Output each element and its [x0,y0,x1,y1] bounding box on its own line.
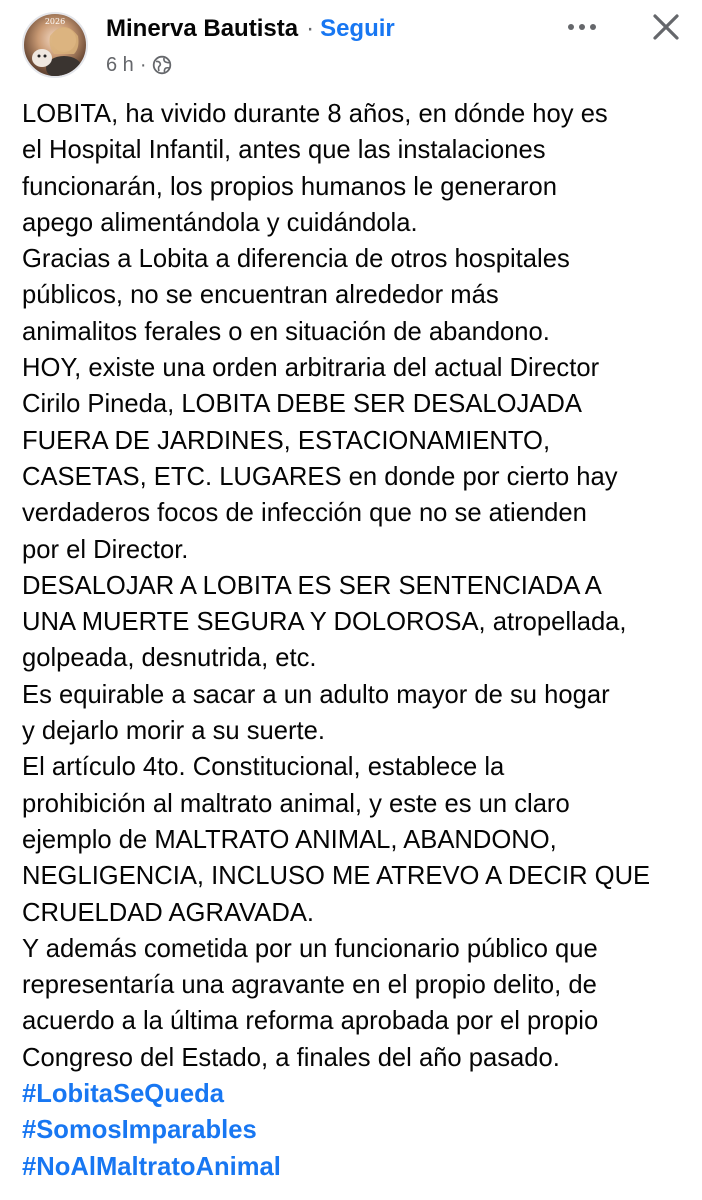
post-text-line: golpeada, desnutrida, etc. [22,644,317,673]
hashtag-link[interactable]: #LobitaSeQueda [22,1080,224,1109]
post-text-line: NEGLIGENCIA, INCLUSO ME ATREVO A DECIR QUE [22,862,651,891]
post-text-line: por el Director. [22,535,189,564]
more-options-icon [590,24,596,30]
post-text-line: Es equirable a sacar a un adulto mayor de su hogar [22,680,610,709]
post-text-line: ejemplo de MALTRATO ANIMAL, ABANDONO, [22,825,557,854]
post-text-line: funcionarán, los propios humanos le generaron [22,172,557,201]
post-text-line: Y además cometida por un funcionario público que [22,934,598,963]
post-text-line: UNA MUERTE SEGURA Y DOLOROSA, atropellada, [22,608,627,637]
post-text-line: CRUELDAD AGRAVADA. [22,898,315,927]
meta-separator: · [139,53,147,76]
post-text-line: representaría una agravante en el propio delito, de [22,971,597,1000]
post-text-line: y dejarlo morir a su suerte. [22,717,325,746]
post-header [0,0,702,90]
post-text-line: DESALOJAR A LOBITA ES SER SENTENCIADA A [22,571,602,600]
post-text-line: el Hospital Infantil, antes que las instalaciones [22,136,546,165]
post-text-line: verdaderos focos de infección que no se atienden [22,499,587,528]
post-text-line: Cirilo Pineda, LOBITA DEBE SER DESALOJADA [22,390,582,419]
post-text-line: Gracias a Lobita a diferencia de otros hospitales [22,245,570,274]
post-text-line: El artículo 4to. Constitucional, establece la [22,753,505,782]
follow-button[interactable]: Seguir [320,15,395,42]
post-meta [106,52,172,78]
author-name[interactable]: Minerva Bautista [106,15,299,42]
close-icon[interactable] [646,7,686,47]
post-text [22,96,694,1185]
post-text-line: CASETAS, ETC. LUGARES en donde por cierto hay [22,462,618,491]
hashtag-link[interactable]: #NoAlMaltratoAnimal [22,1152,281,1181]
post-text-line: acuerdo a la última reforma aprobada por el propio [22,1007,599,1036]
hashtag-link[interactable]: #SomosImparables [22,1116,257,1145]
globe-icon [152,55,172,75]
avatar-portrait [24,14,86,76]
author-row [106,13,395,45]
post-text-line: FUERA DE JARDINES, ESTACIONAMIENTO, [22,426,551,455]
avatar-frame-text: 2026 [44,17,66,26]
more-options-button[interactable] [560,14,604,40]
post-text-line: prohibición al maltrato animal, y este es un claro [22,789,570,818]
post-text-line: Congreso del Estado, a finales del año pasado. [22,1043,560,1072]
author-avatar[interactable] [22,12,88,78]
post-text-line: animalitos ferales o en situación de abandono. [22,317,550,346]
name-separator: · [306,15,315,42]
more-options-icon [579,24,585,30]
post-text-line: apego alimentándola y cuidándola. [22,208,418,237]
post-text-line: LOBITA, ha vivido durante 8 años, en dónde hoy es [22,100,608,128]
post-time[interactable]: 6 h [106,53,134,76]
more-options-icon [568,24,574,30]
post-text-line: HOY, existe una orden arbitraria del actual Director [22,354,600,383]
post-text-line: públicos, no se encuentran alrededor más [22,281,499,310]
